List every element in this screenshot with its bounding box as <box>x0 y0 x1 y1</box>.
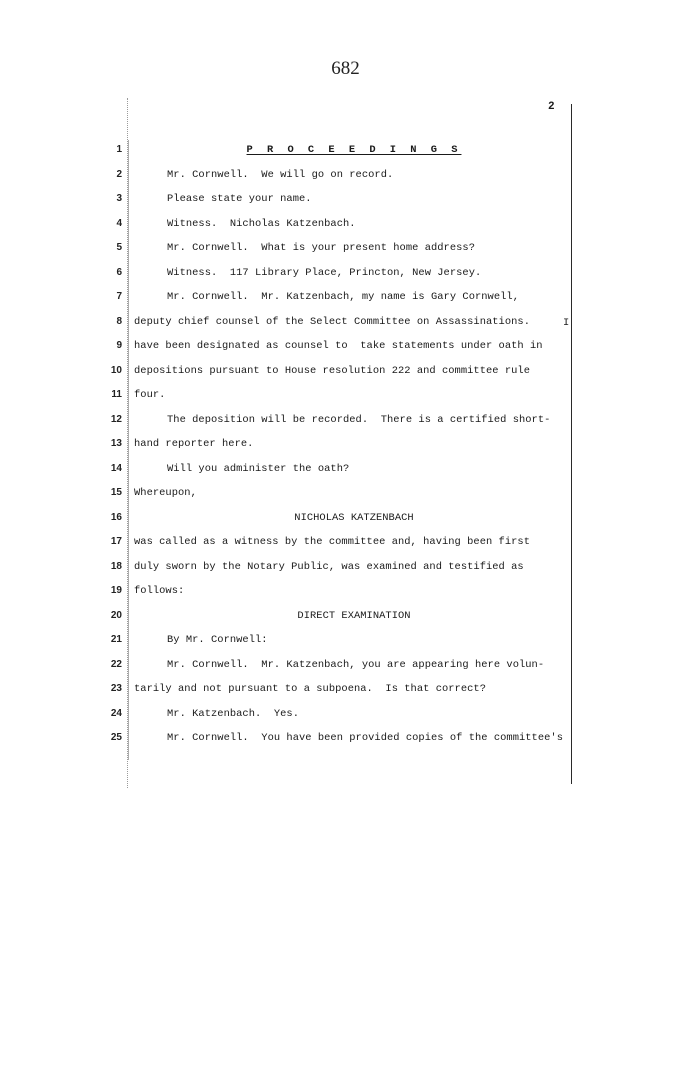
line-number: 15 <box>110 487 122 498</box>
transcript-line: follows: <box>134 585 185 597</box>
line-number: 7 <box>116 291 122 302</box>
line-number: 12 <box>110 413 122 425</box>
transcript-line: four. <box>134 389 166 401</box>
line-number: 4 <box>116 217 122 229</box>
line-number: 18 <box>110 560 122 572</box>
line-number: 2 <box>116 168 122 180</box>
line-number: 24 <box>110 707 122 719</box>
transcript-line: have been designated as counsel to take statements under oath in <box>134 340 543 352</box>
transcript-line: Mr. Cornwell. Mr. Katzenbach, you are appearing here volun- <box>167 658 545 671</box>
right-margin-rule <box>571 104 572 784</box>
transcript-page-number: 2 <box>548 101 555 113</box>
transcript-line: Mr. Katzenbach. Yes. <box>167 707 299 720</box>
line-number: 20 <box>110 609 122 621</box>
line-number: 16 <box>110 511 122 523</box>
line-number: 11 <box>111 389 122 400</box>
page-number: 682 <box>331 58 360 79</box>
transcript-line: depositions pursuant to House resolution 222 and committee rule <box>134 364 530 377</box>
line-number: 17 <box>110 536 122 547</box>
transcript-line: Witness. 117 Library Place, Princton, New Jersey. <box>167 266 482 279</box>
line-number: 3 <box>116 193 122 204</box>
transcript-line: Please state your name. <box>167 193 312 205</box>
transcript-line: was called as a witness by the committee and, having been first <box>134 536 530 548</box>
line-number: 9 <box>116 340 122 351</box>
transcript-line: hand reporter here. <box>134 438 254 450</box>
transcript-line: tarily and not pursuant to a subpoena. Is that correct? <box>134 683 486 695</box>
transcript-line: By Mr. Cornwell: <box>167 634 268 646</box>
line-number: 13 <box>110 438 122 449</box>
transcript-line: duly sworn by the Notary Public, was examined and testified as <box>134 560 524 573</box>
transcript-line: Mr. Cornwell. We will go on record. <box>167 168 394 181</box>
line-number: 14 <box>110 462 122 474</box>
line-number: 6 <box>116 266 122 278</box>
transcript-line: Mr. Cornwell. What is your present home address? <box>167 242 475 254</box>
transcript-line: deputy chief counsel of the Select Committee on Assassinations. <box>134 315 530 328</box>
line-number: 10 <box>110 364 122 376</box>
line-number: 25 <box>110 732 122 743</box>
transcript-line: Witness. Nicholas Katzenbach. <box>167 217 356 230</box>
transcript-line: Mr. Cornwell. Mr. Katzenbach, my name is Gary Cornwell, <box>167 291 519 303</box>
line-number: 23 <box>110 683 122 694</box>
margin-mark: I <box>563 317 570 329</box>
left-margin-rule-shadow <box>128 140 129 760</box>
transcript-line: The deposition will be recorded. There is a certified short- <box>167 413 551 426</box>
transcript-line: NICHOLAS KATZENBACH <box>294 511 414 524</box>
line-number: 21 <box>110 634 122 645</box>
transcript-line: Will you administer the oath? <box>167 462 350 475</box>
line-number: 19 <box>110 585 122 596</box>
line-number: 5 <box>116 242 122 253</box>
transcript-line: P R O C E E D I N G S <box>246 144 462 156</box>
transcript-line: DIRECT EXAMINATION <box>297 609 411 622</box>
line-number: 8 <box>116 315 122 327</box>
transcript-line: Mr. Cornwell. You have been provided copies of the committee's <box>167 732 563 744</box>
line-number: 22 <box>110 658 122 670</box>
transcript-line: Whereupon, <box>134 487 197 499</box>
line-number: 1 <box>116 144 122 155</box>
